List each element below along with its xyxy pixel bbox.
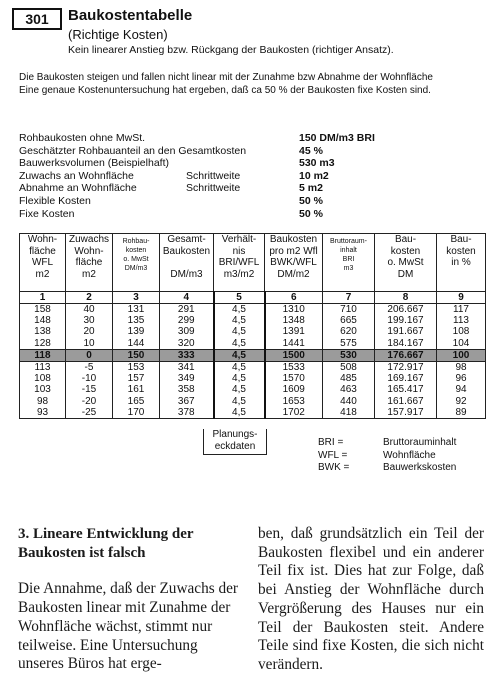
table-row [20, 315, 486, 326]
article-left-column [18, 525, 242, 674]
planning-note-box: Planungs- eckdaten [203, 429, 267, 455]
legend-key: WFL = [318, 449, 348, 461]
subtitle-note: Kein linearer Anstieg bzw. Rückgang der Baukosten (richtiger Ansatz). [68, 44, 394, 56]
table-cell: 138 [20, 326, 66, 337]
parameter-label: Abnahme an Wohnfläche [19, 182, 137, 195]
table-cell: 184.167 [375, 338, 437, 350]
table-cell: 4,5 [214, 384, 265, 395]
table-cell: 4,5 [214, 326, 265, 337]
legend-row [318, 462, 488, 475]
table-cell: 139 [113, 326, 160, 337]
table-cell: 341 [160, 362, 214, 374]
table-cell: 165 [113, 396, 160, 407]
table-number: 301 [12, 8, 62, 30]
table-cell: 113 [20, 362, 66, 374]
table-cell: 530 [323, 349, 375, 361]
parameter-value: 530 m3 [299, 157, 335, 170]
parameter-value: 45 % [299, 144, 323, 157]
table-cell: 98 [437, 362, 486, 374]
table-cell: 367 [160, 396, 214, 407]
column-header: Baukosten pro m2 Wfl BWK/WFL DM/m2 [265, 234, 323, 292]
table-cell: 1500 [265, 349, 323, 361]
table-cell: 108 [437, 326, 486, 337]
table-cell: 291 [160, 304, 214, 316]
table-cell: 157.917 [375, 407, 437, 419]
table-cell: 93 [20, 407, 66, 419]
table-cell: 10 [66, 338, 113, 350]
table-row [20, 384, 486, 395]
table-cell: 4,5 [214, 373, 265, 384]
table-cell: 1441 [265, 338, 323, 350]
column-number: 6 [265, 292, 323, 304]
column-number: 3 [113, 292, 160, 304]
table-cell: 575 [323, 338, 375, 350]
table-row [20, 349, 486, 361]
legend-row [318, 437, 488, 450]
table-cell: 1391 [265, 326, 323, 337]
table-cell: 620 [323, 326, 375, 337]
table-cell: 199.167 [375, 315, 437, 326]
table-cell: -5 [66, 362, 113, 374]
column-number: 7 [323, 292, 375, 304]
page-title: Baukostentabelle [68, 7, 193, 24]
table-cell: 309 [160, 326, 214, 337]
article-right-column [258, 525, 484, 675]
table-cell: 128 [20, 338, 66, 350]
table-cell: 169.167 [375, 373, 437, 384]
column-header: Zuwachs Wohn- fläche m2 [66, 234, 113, 292]
table-row [20, 362, 486, 374]
table-cell: 1348 [265, 315, 323, 326]
parameter-label: Flexible Kosten [19, 194, 91, 207]
table-cell: 320 [160, 338, 214, 350]
column-header: Bruttoraum- inhalt BRI m3 [323, 234, 375, 292]
table-cell: 161.667 [375, 396, 437, 407]
article-paragraph: ben, daß grundsätzlich ein Teil der Baukosten flexibel und ein anderer Teil fix ist. Dies hat zur Folge, daß bei Anstieg der Wohnfläche durch Vergrößerung des Hauses nur ein Teil der Baukosten steit. Andere Teile sind fixe Kosten, die sich nicht verändern. [258, 525, 484, 673]
parameter-step: Schrittweite [186, 169, 241, 182]
parameter-step: Schrittweite [186, 182, 241, 195]
table-cell: 1653 [265, 396, 323, 407]
table-cell: -25 [66, 407, 113, 419]
table-cell: 150 [113, 349, 160, 361]
table-cell: 135 [113, 315, 160, 326]
table-cell: 118 [20, 349, 66, 361]
table-cell: 165.417 [375, 384, 437, 395]
column-header: Bau- kosten o. MwSt DM [375, 234, 437, 292]
table-cell: 440 [323, 396, 375, 407]
parameter-label: Fixe Kosten [19, 207, 75, 220]
column-header: Gesamt- Baukosten DM/m3 [160, 234, 214, 292]
table-cell: 4,5 [214, 315, 265, 326]
table-cell: 96 [437, 373, 486, 384]
table-cell: 333 [160, 349, 214, 361]
table-cell: 1570 [265, 373, 323, 384]
table-cell: 108 [20, 373, 66, 384]
table-cell: 113 [437, 315, 486, 326]
table-body [20, 304, 486, 419]
column-number: 2 [66, 292, 113, 304]
table-row [20, 338, 486, 350]
table-cell: 92 [437, 396, 486, 407]
parameter-label: Bauwerksvolumen (Beispielhaft) [19, 157, 169, 170]
table-cell: 98 [20, 396, 66, 407]
table-cell: 20 [66, 326, 113, 337]
column-number: 1 [20, 292, 66, 304]
column-number: 9 [437, 292, 486, 304]
legend-value: Bauwerkskosten [383, 462, 457, 473]
column-number: 5 [214, 292, 265, 304]
table-cell: 0 [66, 349, 113, 361]
table-cell: 158 [20, 304, 66, 316]
table-header-row [20, 234, 486, 292]
table-cell: -10 [66, 373, 113, 384]
parameter-value: 150 DM/m3 BRI [299, 132, 375, 144]
table-cell: 1310 [265, 304, 323, 316]
table-row [20, 373, 486, 384]
column-number: 8 [375, 292, 437, 304]
table-cell: -20 [66, 396, 113, 407]
table-cell: 94 [437, 384, 486, 395]
table-cell: -15 [66, 384, 113, 395]
table-cell: 710 [323, 304, 375, 316]
parameter-value: 50 % [299, 207, 323, 220]
table-cell: 30 [66, 315, 113, 326]
column-header: Verhält- nis BRI/WFL m3/m2 [214, 234, 265, 292]
table-cell: 104 [437, 338, 486, 350]
table-cell: 161 [113, 384, 160, 395]
column-header: Wohn- fläche WFL m2 [20, 234, 66, 292]
table-cell: 103 [20, 384, 66, 395]
column-number: 4 [160, 292, 214, 304]
legend-value: Wohnfläche [383, 449, 436, 461]
column-header: Rohbau- kosten o. MwSt DM/m3 [113, 234, 160, 292]
table-cell: 206.667 [375, 304, 437, 316]
abbreviation-legend [318, 437, 488, 475]
table-cell: 131 [113, 304, 160, 316]
table-cell: 153 [113, 362, 160, 374]
table-cell: 157 [113, 373, 160, 384]
table-cell: 485 [323, 373, 375, 384]
parameter-value: 10 m2 [299, 169, 329, 182]
table-cell: 358 [160, 384, 214, 395]
table-cell: 299 [160, 315, 214, 326]
table-cell: 4,5 [214, 338, 265, 350]
cost-table [19, 233, 486, 419]
table-cell: 191.667 [375, 326, 437, 337]
page-subtitle: (Richtige Kosten) [68, 27, 168, 42]
table-cell: 4,5 [214, 349, 265, 361]
table-cell: 1533 [265, 362, 323, 374]
column-header: Bau- kosten in % [437, 234, 486, 292]
table-row [20, 396, 486, 407]
table-cell: 665 [323, 315, 375, 326]
table-cell: 4,5 [214, 396, 265, 407]
table-cell: 4,5 [214, 362, 265, 374]
table-row [20, 304, 486, 316]
table-cell: 1702 [265, 407, 323, 419]
intro-line: Die Baukosten steigen und fallen nicht linear mit der Zunahme bzw Abnahme der Wohnfläche [19, 72, 433, 83]
table-cell: 170 [113, 407, 160, 419]
column-number-row [20, 292, 486, 304]
table-cell: 144 [113, 338, 160, 350]
article-paragraph: Die Annahme, daß der Zuwachs der Baukosten linear mit Zunahme der Wohnfläche wächst, stimmt nur teilweise. Eine Untersuchung unseres Büros hat erge- [18, 580, 239, 673]
parameter-value: 5 m2 [299, 182, 323, 195]
table-cell: 463 [323, 384, 375, 395]
table-cell: 378 [160, 407, 214, 419]
table-cell: 4,5 [214, 407, 265, 419]
parameter-label: Rohbaukosten ohne MwSt. [19, 132, 146, 144]
parameter-label: Zuwachs an Wohnfläche [19, 169, 134, 182]
table-cell: 176.667 [375, 349, 437, 361]
parameter-label: Geschätzter Rohbauanteil an den Gesamtkosten [19, 144, 247, 157]
table-cell: 508 [323, 362, 375, 374]
table-cell: 172.917 [375, 362, 437, 374]
table-cell: 418 [323, 407, 375, 419]
table-cell: 40 [66, 304, 113, 316]
table-cell: 89 [437, 407, 486, 419]
table-cell: 148 [20, 315, 66, 326]
table-cell: 4,5 [214, 304, 265, 316]
legend-key: BRI = [318, 437, 344, 448]
legend-value: Bruttorauminhalt [383, 437, 457, 448]
legend-key: BWK = [318, 462, 350, 473]
table-cell: 349 [160, 373, 214, 384]
parameter-value: 50 % [299, 194, 323, 207]
intro-text [19, 71, 433, 97]
table-cell: 117 [437, 304, 486, 316]
intro-line: Eine genaue Kostenuntersuchung hat ergeben, daß ca 50 % der Baukosten fixe Kosten sind. [19, 85, 431, 96]
table-cell: 1609 [265, 384, 323, 395]
table-cell: 100 [437, 349, 486, 361]
table-row [20, 407, 486, 419]
legend-row [318, 450, 488, 463]
table-row [20, 326, 486, 337]
article-heading: 3. Lineare Entwicklung der Baukosten ist falsch [18, 526, 194, 561]
